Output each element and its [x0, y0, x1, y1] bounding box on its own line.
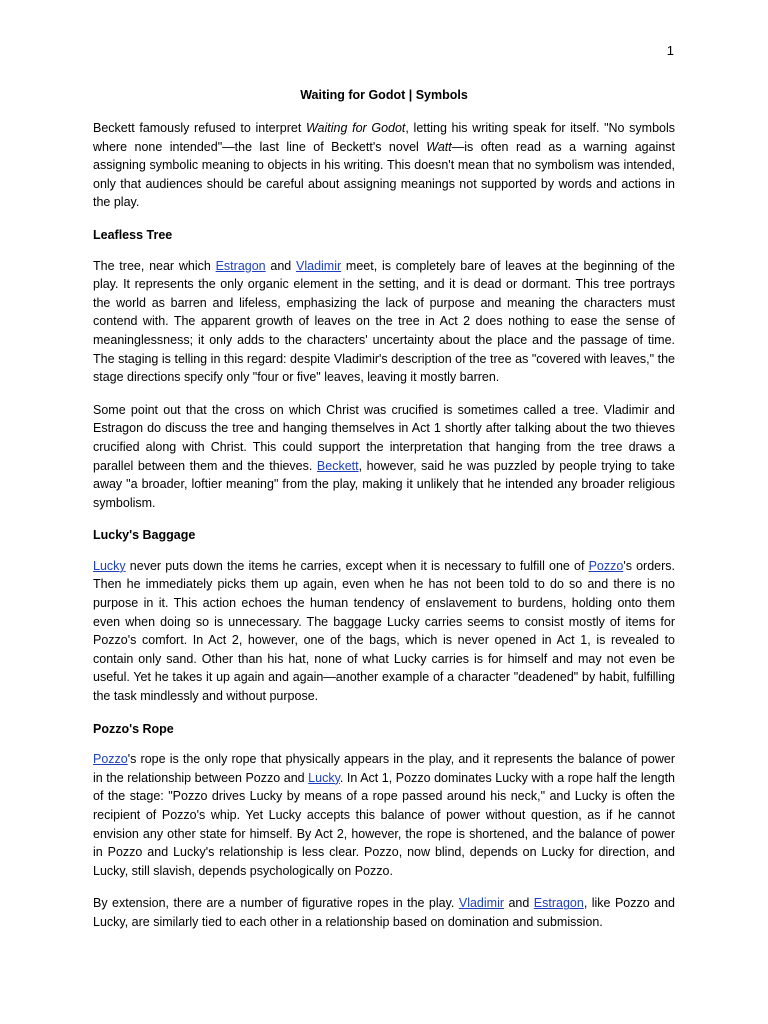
character-link-vladimir[interactable]: Vladimir: [296, 258, 342, 273]
text-run: Beckett famously refused to interpret: [93, 121, 306, 135]
paragraph: [93, 894, 675, 931]
character-link-vladimir[interactable]: Vladimir: [458, 896, 505, 911]
text-run: 's orders. Then he immediately picks them up again, even when he has not been told to do so and there is no purpose in it. This action echoes the human tendency of enslavement to burdens, holding onto them even when doing so is unnecessary. The baggage Lucky carries seems to consist mostly of items for Pozzo's comfort. In Act 2, however, one of the bags, which is never opened in Act 1, is revealed to contain only sand. Other than his hat, none of what Lucky carries is for himself and may not even be useful. Yet he takes it up again and again—another example of a character "deadened" by habit, fulfilling the task mindlessly and without purpose.: [93, 558, 675, 704]
italic-title: Waiting for Godot: [305, 121, 406, 135]
italic-title: Watt: [426, 139, 452, 154]
text-run: and: [504, 896, 534, 911]
text-run: 's rope is the only rope that physically appears in the play, and it represents the balance of power in the relationship between Pozzo and: [93, 752, 675, 785]
section-heading: Lucky's Baggage: [93, 528, 196, 543]
character-link-estragon[interactable]: Estragon: [215, 258, 266, 273]
section-heading: Leafless Tree: [93, 227, 173, 242]
character-link-lucky[interactable]: Lucky: [93, 558, 126, 573]
text-run: never puts down the items he carries, except when it is necessary to fulfill one of: [125, 558, 589, 573]
page-title: Waiting for Godot | Symbols: [300, 88, 468, 102]
character-link-pozzo[interactable]: Pozzo: [93, 752, 128, 767]
text-run: , letting his writing speak for itself. "No symbols where none intended"—the last line of Beckett's novel: [93, 121, 675, 154]
paragraph: [93, 257, 675, 387]
paragraph: [93, 119, 675, 212]
paragraph: [93, 557, 675, 706]
text-run: Some point out that the cross on which Christ was crucified is sometimes called a tree. Vladimir and Estragon do discuss the tree and hanging themselves in Act 1 shortly after talking about the two thieves crucified along with Christ. This could support the interpretation that hanging from the tree draws a parallel between them and the thieves.: [93, 402, 675, 473]
character-link-pozzo[interactable]: Pozzo: [588, 558, 624, 573]
document-body: [93, 119, 675, 946]
section-heading: Pozzo's Rope: [93, 721, 174, 736]
text-run: —is often read as a warning against assigning symbolic meaning to objects in his writing. This doesn't mean that no symbolism was intended, only that audiences should be careful about assigning meanings not supported by words and actions in the play.: [93, 139, 676, 210]
text-run: . In Act 1, Pozzo dominates Lucky with a rope half the length of the stage: "Pozzo drives Lucky by means of a rope passed around his neck," and Lucky is often the recipient of Pozzo's whip. Yet Lucky accepts this balance of power without question, as if he cannot envision any other state for himself. By Act 2, however, the rope is shortened, and the balance of power in Pozzo and Lucky's relationship is less clear. Pozzo, now blind, depends on Lucky for direction, and Lucky, still slavish, depends psychologically on Pozzo.: [93, 770, 675, 878]
paragraph: [93, 401, 675, 513]
text-run: and: [265, 258, 297, 273]
paragraph: [93, 750, 675, 880]
page-number: 1: [666, 43, 674, 58]
character-link-lucky[interactable]: Lucky: [308, 770, 340, 785]
character-link-beckett[interactable]: Beckett: [316, 458, 359, 473]
text-run: By extension, there are a number of figurative ropes in the play.: [93, 896, 459, 911]
text-run: The tree, near which: [93, 258, 216, 273]
text-run: meet, is completely bare of leaves at the beginning of the play. It represents the only organic element in the setting, and it is dead or dormant. This tree portrays the world as barren and lifeless, emphasizing the lack of purpose and meaning the characters must contend with. The apparent growth of leaves on the tree in Act 2 does nothing to ease the sense of meaninglessness; it only adds to the characters' uncertainty about the place and the passage of time. The staging is telling in this regard: despite Vladimir's description of the tree as "covered with leaves," the stage directions specify only "four or five" leaves, leaving it mostly barren.: [93, 258, 676, 385]
text-run: , like Pozzo and Lucky, are similarly tied to each other in a relationship based on domination and submission.: [93, 896, 675, 929]
character-link-estragon[interactable]: Estragon: [533, 896, 584, 911]
text-run: , however, said he was puzzled by people trying to take away "a broader, loftier meaning" from the play, making it unlikely that he intended any broader religious symbolism.: [93, 458, 675, 510]
